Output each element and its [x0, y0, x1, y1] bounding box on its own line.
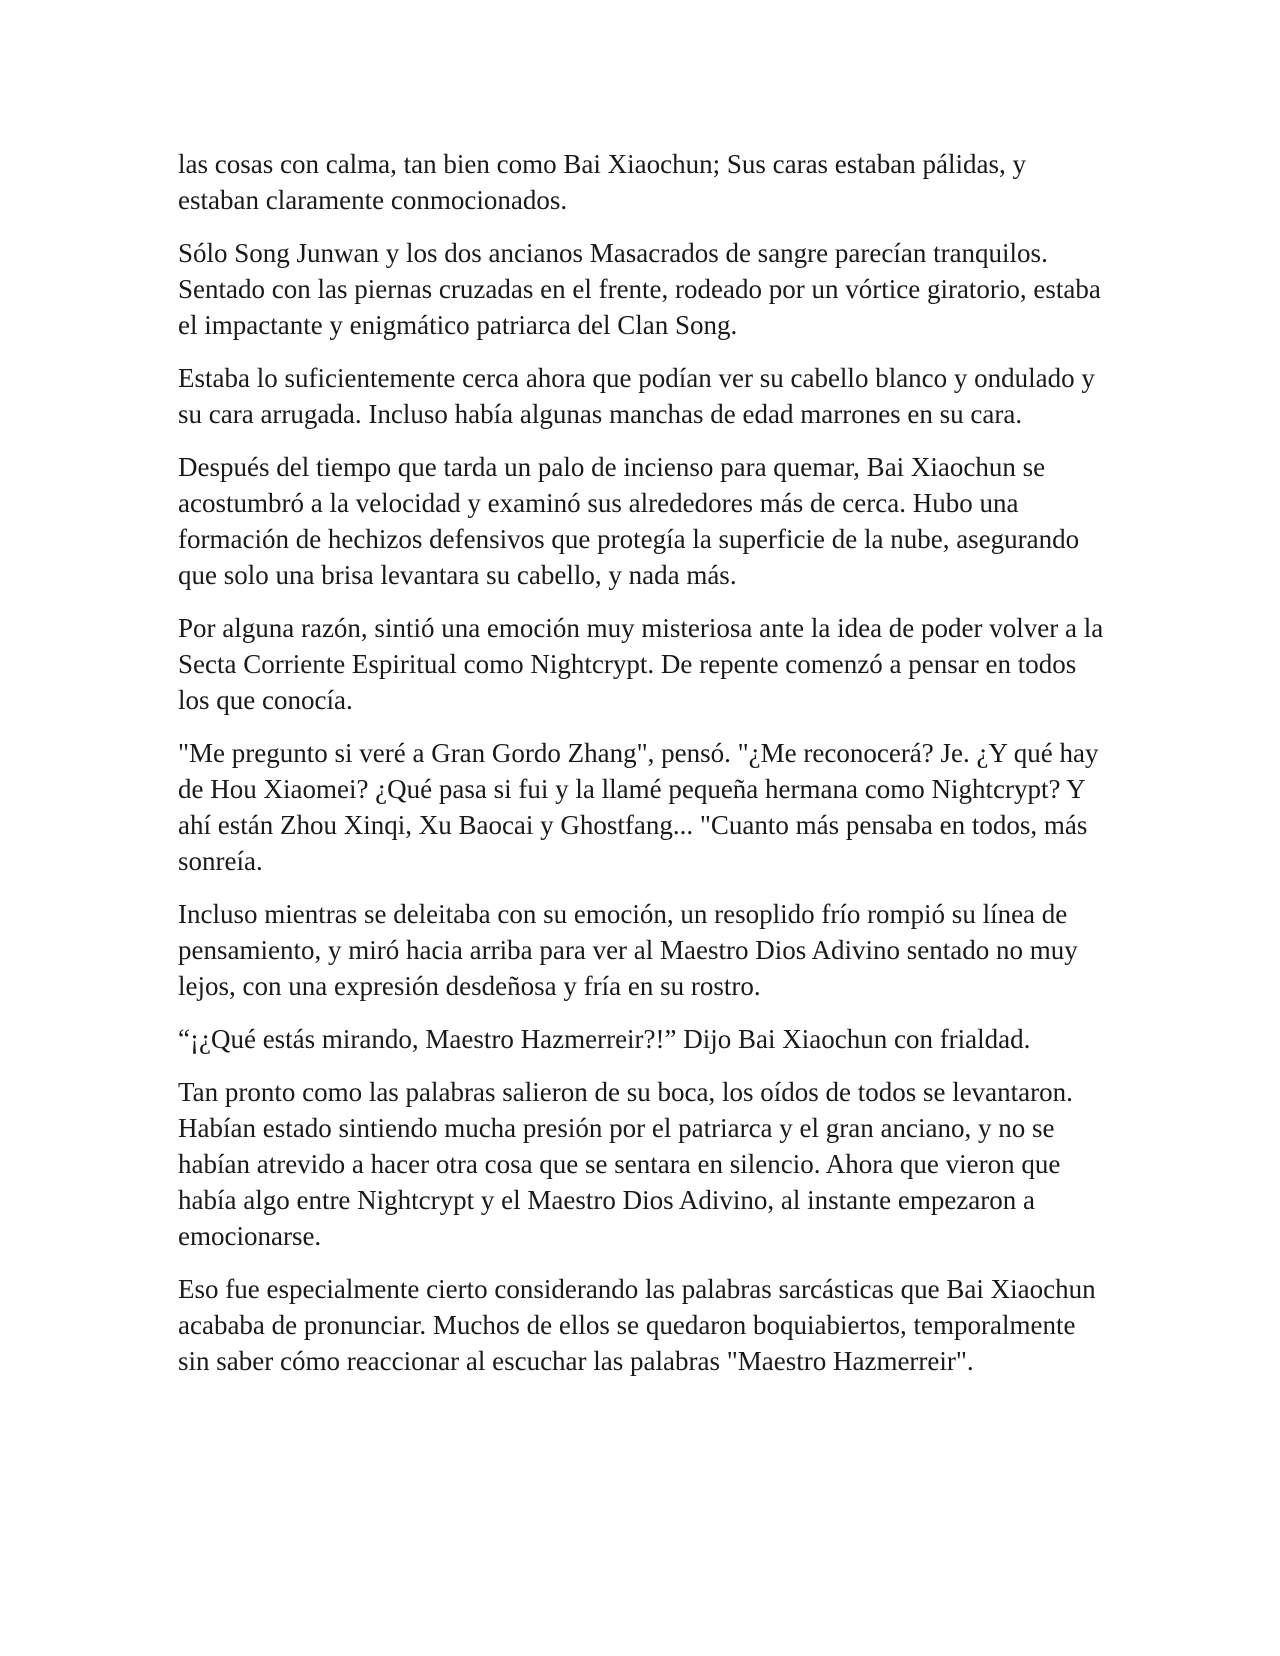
paragraph: Sólo Song Junwan y los dos ancianos Masacrados de sangre parecían tranquilos. Sentado con las piernas cruzadas en el frente, rodeado por un vórtice giratorio, estaba el impactante y enigmático patriarca del Clan Song. [178, 238, 1101, 340]
paragraph: Después del tiempo que tarda un palo de incienso para quemar, Bai Xiaochun se acostumbró a la velocidad y examinó sus alrededores más de cerca. Hubo una formación de hechizos defensivos que protegía la superficie de la nube, asegurando que solo una brisa levantara su cabello, y nada más. [178, 452, 1080, 590]
paragraph: Por alguna razón, sintió una emoción muy misteriosa ante la idea de poder volver a la Secta Corriente Espiritual como Nightcrypt. De repente comenzó a pensar en todos los que conocía. [178, 613, 1104, 715]
paragraph: Estaba lo suficientemente cerca ahora que podían ver su cabello blanco y ondulado y su cara arrugada. Incluso había algunas manchas de edad marrones en su cara. [178, 363, 1095, 429]
paragraph: Incluso mientras se deleitaba con su emoción, un resoplido frío rompió su línea de pensamiento, y miró hacia arriba para ver al Maestro Dios Adivino sentado no muy lejos, con una expresión desdeñosa y fría en su rostro. [178, 899, 1078, 1001]
document-body [178, 146, 1108, 1396]
paragraph: Tan pronto como las palabras salieron de su boca, los oídos de todos se levantaron. Habían estado sintiendo mucha presión por el patriarca y el gran anciano, y no se habían atrevido a hacer otra cosa que se sentara en silencio. Ahora que vieron que había algo entre Nightcrypt y el Maestro Dios Adivino, al instante empezaron a emocionarse. [178, 1077, 1073, 1251]
paragraph: las cosas con calma, tan bien como Bai Xiaochun; Sus caras estaban pálidas, y estaban claramente conmocionados. [178, 149, 1026, 215]
paragraph: Eso fue especialmente cierto considerando las palabras sarcásticas que Bai Xiaochun acababa de pronunciar. Muchos de ellos se quedaron boquiabiertos, temporalmente sin saber cómo reaccionar al escuchar las palabras "Maestro Hazmerreir". [178, 1274, 1096, 1376]
paragraph: “¡¿Qué estás mirando, Maestro Hazmerreir?!” Dijo Bai Xiaochun con frialdad. [178, 1024, 1031, 1054]
paragraph: "Me pregunto si veré a Gran Gordo Zhang", pensó. "¿Me reconocerá? Je. ¿Y qué hay de Hou Xiaomei? ¿Qué pasa si fui y la llamé pequeña hermana como Nightcrypt? Y ahí están Zhou Xinqi, Xu Baocai y Ghostfang... "Cuanto más pensaba en todos, más sonreía. [178, 738, 1099, 876]
